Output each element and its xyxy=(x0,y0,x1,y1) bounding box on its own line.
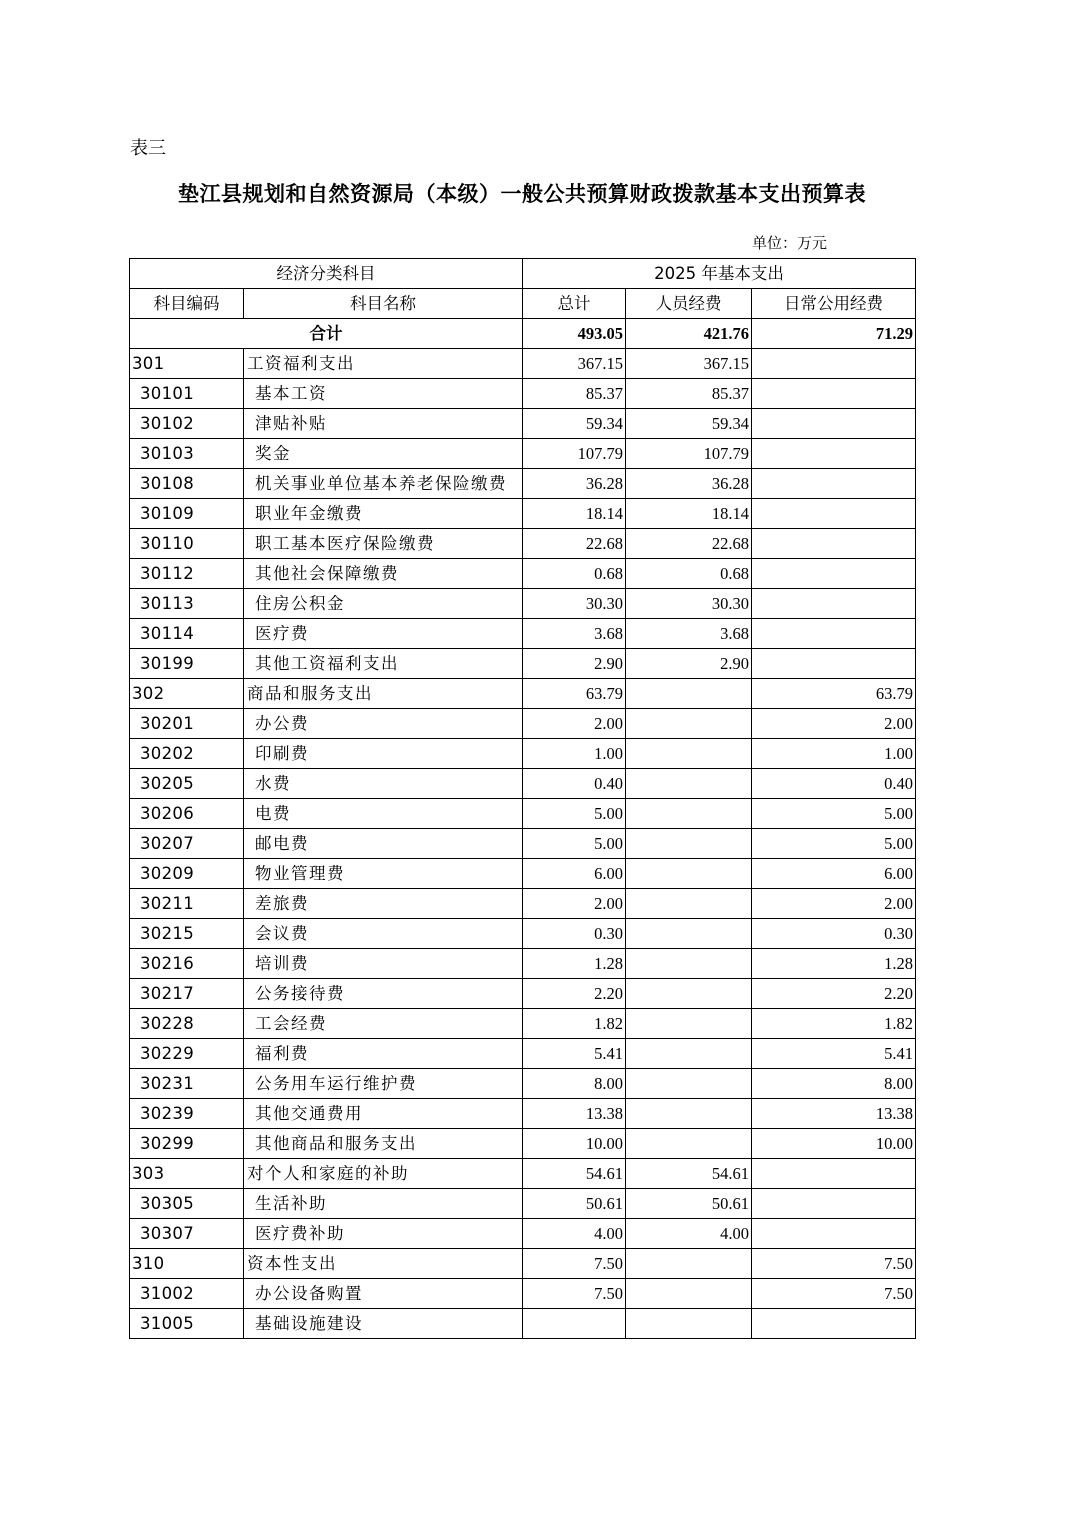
row-total: 0.30 xyxy=(523,919,626,949)
row-code: 30110 xyxy=(130,529,244,559)
row-public xyxy=(752,589,916,619)
table-row xyxy=(130,919,916,949)
row-name: 奖金 xyxy=(244,439,523,469)
row-total: 36.28 xyxy=(523,469,626,499)
row-public: 63.79 xyxy=(752,679,916,709)
row-code: 310 xyxy=(130,1249,244,1279)
table-row xyxy=(130,709,916,739)
row-personnel xyxy=(626,949,752,979)
row-public xyxy=(752,469,916,499)
row-code: 30202 xyxy=(130,739,244,769)
row-code: 30101 xyxy=(130,379,244,409)
row-public: 7.50 xyxy=(752,1279,916,1309)
row-personnel xyxy=(626,829,752,859)
row-code: 30112 xyxy=(130,559,244,589)
row-personnel: 3.68 xyxy=(626,619,752,649)
row-total: 1.82 xyxy=(523,1009,626,1039)
row-code: 30299 xyxy=(130,1129,244,1159)
table-row xyxy=(130,679,916,709)
summary-public: 71.29 xyxy=(752,319,916,349)
table-row xyxy=(130,979,916,1009)
row-total: 1.28 xyxy=(523,949,626,979)
row-name: 基础设施建设 xyxy=(244,1309,523,1339)
header-public: 日常公用经费 xyxy=(752,289,916,319)
row-public xyxy=(752,379,916,409)
row-name: 医疗费补助 xyxy=(244,1219,523,1249)
row-code: 30305 xyxy=(130,1189,244,1219)
row-total: 85.37 xyxy=(523,379,626,409)
row-name: 工会经费 xyxy=(244,1009,523,1039)
row-public xyxy=(752,529,916,559)
table-row xyxy=(130,559,916,589)
row-public: 1.28 xyxy=(752,949,916,979)
row-total: 18.14 xyxy=(523,499,626,529)
table-row xyxy=(130,1189,916,1219)
row-name: 机关事业单位基本养老保险缴费 xyxy=(244,469,523,499)
row-public: 1.00 xyxy=(752,739,916,769)
header-name: 科目名称 xyxy=(244,289,523,319)
row-name: 其他社会保障缴费 xyxy=(244,559,523,589)
table-row xyxy=(130,1309,916,1339)
row-code: 30199 xyxy=(130,649,244,679)
row-name: 商品和服务支出 xyxy=(244,679,523,709)
row-name: 津贴补贴 xyxy=(244,409,523,439)
table-row xyxy=(130,1099,916,1129)
row-total: 7.50 xyxy=(523,1279,626,1309)
row-total: 107.79 xyxy=(523,439,626,469)
row-personnel xyxy=(626,739,752,769)
row-code: 31005 xyxy=(130,1309,244,1339)
row-code: 30102 xyxy=(130,409,244,439)
budget-table xyxy=(129,258,916,1339)
row-total: 30.30 xyxy=(523,589,626,619)
summary-personnel: 421.76 xyxy=(626,319,752,349)
header-personnel: 人员经费 xyxy=(626,289,752,319)
table-row xyxy=(130,769,916,799)
row-total: 63.79 xyxy=(523,679,626,709)
row-name: 其他交通费用 xyxy=(244,1099,523,1129)
row-personnel: 107.79 xyxy=(626,439,752,469)
row-public: 1.82 xyxy=(752,1009,916,1039)
row-public: 13.38 xyxy=(752,1099,916,1129)
table-row xyxy=(130,1129,916,1159)
row-total: 5.00 xyxy=(523,829,626,859)
row-personnel xyxy=(626,769,752,799)
row-public: 0.40 xyxy=(752,769,916,799)
row-code: 30113 xyxy=(130,589,244,619)
row-public xyxy=(752,559,916,589)
row-personnel: 18.14 xyxy=(626,499,752,529)
unit-label: 单位：万元 xyxy=(752,234,828,252)
table-row xyxy=(130,1039,916,1069)
table-row xyxy=(130,949,916,979)
budget-table-body xyxy=(130,259,916,1339)
row-code: 30228 xyxy=(130,1009,244,1039)
row-public: 5.41 xyxy=(752,1039,916,1069)
table-row xyxy=(130,829,916,859)
table-row xyxy=(130,1249,916,1279)
row-public: 5.00 xyxy=(752,829,916,859)
row-personnel: 59.34 xyxy=(626,409,752,439)
row-code: 30231 xyxy=(130,1069,244,1099)
row-total: 0.40 xyxy=(523,769,626,799)
row-total: 5.41 xyxy=(523,1039,626,1069)
row-total: 2.90 xyxy=(523,649,626,679)
row-name: 水费 xyxy=(244,769,523,799)
row-total: 10.00 xyxy=(523,1129,626,1159)
header-code: 科目编码 xyxy=(130,289,244,319)
row-code: 30114 xyxy=(130,619,244,649)
row-total: 54.61 xyxy=(523,1159,626,1189)
row-name: 物业管理费 xyxy=(244,859,523,889)
row-public xyxy=(752,349,916,379)
row-total: 2.00 xyxy=(523,709,626,739)
table-row xyxy=(130,1279,916,1309)
table-row xyxy=(130,349,916,379)
row-code: 31002 xyxy=(130,1279,244,1309)
row-total: 0.68 xyxy=(523,559,626,589)
row-code: 30108 xyxy=(130,469,244,499)
table-row xyxy=(130,469,916,499)
table-row xyxy=(130,499,916,529)
row-personnel: 54.61 xyxy=(626,1159,752,1189)
header-total: 总计 xyxy=(523,289,626,319)
row-personnel xyxy=(626,1039,752,1069)
row-total: 50.61 xyxy=(523,1189,626,1219)
row-code: 301 xyxy=(130,349,244,379)
row-public: 6.00 xyxy=(752,859,916,889)
row-public: 2.00 xyxy=(752,889,916,919)
row-personnel xyxy=(626,1249,752,1279)
row-code: 30216 xyxy=(130,949,244,979)
header-econ-category: 经济分类科目 xyxy=(130,259,523,289)
row-public: 2.20 xyxy=(752,979,916,1009)
row-name: 公务用车运行维护费 xyxy=(244,1069,523,1099)
row-name: 公务接待费 xyxy=(244,979,523,1009)
table-row xyxy=(130,409,916,439)
row-name: 其他商品和服务支出 xyxy=(244,1129,523,1159)
table-row xyxy=(130,1009,916,1039)
row-name: 办公设备购置 xyxy=(244,1279,523,1309)
table-row xyxy=(130,619,916,649)
row-personnel: 0.68 xyxy=(626,559,752,589)
row-public: 8.00 xyxy=(752,1069,916,1099)
table-row xyxy=(130,859,916,889)
header-row-group xyxy=(130,259,916,289)
header-basic-expenditure-year: 2025 年基本支出 xyxy=(523,259,916,289)
table-row xyxy=(130,379,916,409)
row-total: 1.00 xyxy=(523,739,626,769)
row-name: 其他工资福利支出 xyxy=(244,649,523,679)
row-code: 30239 xyxy=(130,1099,244,1129)
row-personnel: 36.28 xyxy=(626,469,752,499)
row-name: 办公费 xyxy=(244,709,523,739)
row-personnel: 30.30 xyxy=(626,589,752,619)
row-total: 22.68 xyxy=(523,529,626,559)
row-personnel xyxy=(626,709,752,739)
row-personnel xyxy=(626,919,752,949)
table-row xyxy=(130,1219,916,1249)
row-personnel: 2.90 xyxy=(626,649,752,679)
row-total: 8.00 xyxy=(523,1069,626,1099)
row-personnel xyxy=(626,979,752,1009)
row-personnel xyxy=(626,1099,752,1129)
row-name: 工资福利支出 xyxy=(244,349,523,379)
row-personnel xyxy=(626,859,752,889)
table-row xyxy=(130,529,916,559)
row-public xyxy=(752,649,916,679)
document-title: 垫江县规划和自然资源局（本级）一般公共预算财政拨款基本支出预算表 xyxy=(178,181,866,206)
row-total: 2.20 xyxy=(523,979,626,1009)
table-row xyxy=(130,589,916,619)
row-public xyxy=(752,1159,916,1189)
row-public: 0.30 xyxy=(752,919,916,949)
row-name: 基本工资 xyxy=(244,379,523,409)
row-code: 30229 xyxy=(130,1039,244,1069)
row-personnel: 4.00 xyxy=(626,1219,752,1249)
row-code: 30103 xyxy=(130,439,244,469)
row-personnel: 85.37 xyxy=(626,379,752,409)
table-row xyxy=(130,739,916,769)
row-code: 30205 xyxy=(130,769,244,799)
row-public xyxy=(752,439,916,469)
row-name: 医疗费 xyxy=(244,619,523,649)
row-code: 30211 xyxy=(130,889,244,919)
row-personnel: 367.15 xyxy=(626,349,752,379)
row-public: 5.00 xyxy=(752,799,916,829)
row-personnel: 50.61 xyxy=(626,1189,752,1219)
row-name: 生活补助 xyxy=(244,1189,523,1219)
row-code: 30207 xyxy=(130,829,244,859)
row-public xyxy=(752,1219,916,1249)
row-public xyxy=(752,1189,916,1219)
row-name: 资本性支出 xyxy=(244,1249,523,1279)
row-total: 13.38 xyxy=(523,1099,626,1129)
row-total: 59.34 xyxy=(523,409,626,439)
row-personnel xyxy=(626,799,752,829)
row-total: 6.00 xyxy=(523,859,626,889)
row-name: 福利费 xyxy=(244,1039,523,1069)
row-name: 印刷费 xyxy=(244,739,523,769)
row-public xyxy=(752,619,916,649)
row-code: 303 xyxy=(130,1159,244,1189)
table-row xyxy=(130,799,916,829)
row-public: 7.50 xyxy=(752,1249,916,1279)
row-public xyxy=(752,499,916,529)
row-total: 367.15 xyxy=(523,349,626,379)
row-code: 30206 xyxy=(130,799,244,829)
row-personnel xyxy=(626,1279,752,1309)
row-code: 30109 xyxy=(130,499,244,529)
row-public xyxy=(752,409,916,439)
row-name: 差旅费 xyxy=(244,889,523,919)
row-personnel xyxy=(626,679,752,709)
table-row xyxy=(130,1069,916,1099)
row-name: 会议费 xyxy=(244,919,523,949)
summary-label: 合计 xyxy=(130,319,523,349)
row-total xyxy=(523,1309,626,1339)
summary-total: 493.05 xyxy=(523,319,626,349)
row-public: 10.00 xyxy=(752,1129,916,1159)
table-label: 表三 xyxy=(130,138,166,159)
row-code: 30307 xyxy=(130,1219,244,1249)
row-name: 电费 xyxy=(244,799,523,829)
row-name: 培训费 xyxy=(244,949,523,979)
row-name: 邮电费 xyxy=(244,829,523,859)
row-personnel xyxy=(626,1129,752,1159)
row-name: 职工基本医疗保险缴费 xyxy=(244,529,523,559)
row-personnel xyxy=(626,889,752,919)
row-code: 30215 xyxy=(130,919,244,949)
row-code: 302 xyxy=(130,679,244,709)
table-row xyxy=(130,649,916,679)
row-name: 住房公积金 xyxy=(244,589,523,619)
row-name: 职业年金缴费 xyxy=(244,499,523,529)
row-total: 4.00 xyxy=(523,1219,626,1249)
row-personnel xyxy=(626,1069,752,1099)
row-code: 30201 xyxy=(130,709,244,739)
table-row xyxy=(130,439,916,469)
header-row-columns xyxy=(130,289,916,319)
row-total: 3.68 xyxy=(523,619,626,649)
row-total: 5.00 xyxy=(523,799,626,829)
row-personnel xyxy=(626,1309,752,1339)
row-personnel: 22.68 xyxy=(626,529,752,559)
row-public: 2.00 xyxy=(752,709,916,739)
row-code: 30209 xyxy=(130,859,244,889)
table-row xyxy=(130,1159,916,1189)
row-code: 30217 xyxy=(130,979,244,1009)
summary-row xyxy=(130,319,916,349)
row-public xyxy=(752,1309,916,1339)
table-row xyxy=(130,889,916,919)
row-total: 7.50 xyxy=(523,1249,626,1279)
row-total: 2.00 xyxy=(523,889,626,919)
row-personnel xyxy=(626,1009,752,1039)
row-name: 对个人和家庭的补助 xyxy=(244,1159,523,1189)
